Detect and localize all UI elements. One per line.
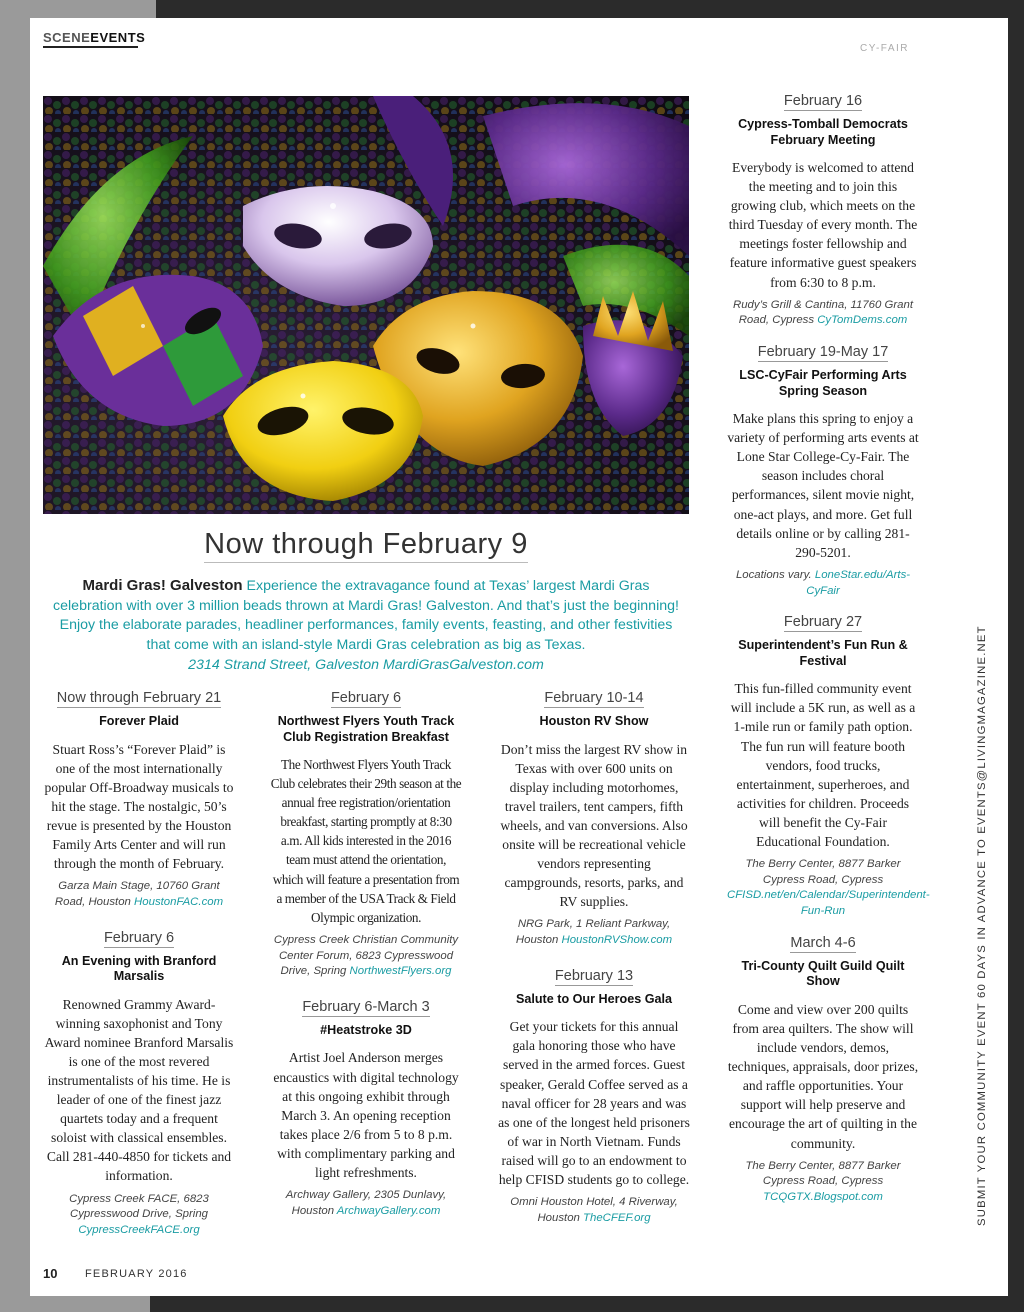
event-address: Cypress Creek Christian Community Center Forum, 6823 Cypresswood Drive, Spring xyxy=(273,933,459,978)
event-card xyxy=(43,929,235,1239)
event-title: LSC-CyFair Performing Arts Spring Season xyxy=(739,368,907,398)
feature-date xyxy=(43,528,689,561)
event-website-link[interactable]: TCQGTX.Blogspot.com xyxy=(763,1191,883,1204)
event-website-link[interactable]: TheCFEF.org xyxy=(583,1211,651,1224)
feature-date-text: Now through February 9 xyxy=(204,528,528,563)
event-location xyxy=(727,568,919,599)
frame-bottom-left-stripe xyxy=(0,1296,150,1312)
event-address: Rudy’s Grill & Cantina, 11760 Grant Road, Cypress xyxy=(732,298,914,327)
event-title: Tri-County Quilt Guild Quilt Show xyxy=(741,958,905,989)
feature-address: 2314 Strand Street, Galveston MardiGrasGalveston.com xyxy=(188,656,544,673)
event-card xyxy=(43,689,235,911)
event-card xyxy=(727,92,919,329)
event-card xyxy=(727,934,919,1206)
event-location xyxy=(727,298,919,329)
issue-date: FEBRUARY 2016 xyxy=(85,1268,188,1280)
section-label-underline xyxy=(43,46,138,48)
event-location xyxy=(43,879,235,910)
event-description: Make plans this spring to enjoy a variety of performing arts events at Lone Star College-Cy-Fair. The season includes choral performances, silent movie night, one-act plays, and more. Get full details online or by calling 281-290-5201. xyxy=(727,411,919,560)
event-address: The Berry Center, 8877 Barker Cypress Road, Cypress xyxy=(745,858,901,886)
section-label xyxy=(43,30,145,45)
event-title: An Evening with Branford Marsalis xyxy=(61,953,217,984)
event-description: Everybody is welcomed to attend the meeting and to join this growing club, which meets on the third Tuesday of every month. The meetings foster fellowship and feature informative guest speakers from 6:30 to 8 p.m. xyxy=(728,160,918,290)
event-location xyxy=(270,1188,462,1219)
event-location xyxy=(727,857,930,920)
event-card xyxy=(498,689,690,949)
feature-event xyxy=(50,576,682,676)
event-location xyxy=(43,1192,235,1239)
event-website-link[interactable]: CFISD.net/en/Calendar/Superintendent-Fun-Run xyxy=(727,889,930,918)
event-title: #Heatstroke 3D xyxy=(320,1022,412,1037)
event-address: Garza Main Stage, 10760 Grant Road, Houston xyxy=(54,880,220,908)
event-date: February 19-May 17 xyxy=(757,344,889,361)
frame-top-right-stripe xyxy=(156,0,1024,18)
event-description: Renowned Grammy Award-winning saxophonist and Tony Award nominee Branford Marsalis is one of the most revered instrumentalists of his time. He is leader of one of the finest jazz quartets today and a frequent soloist with classical ensembles. Call 281-440-4850 for tickets and information. xyxy=(44,996,234,1184)
frame-left-stripe xyxy=(0,0,30,1312)
event-website-link[interactable]: NorthwestFlyers.org xyxy=(349,965,452,978)
event-website-link[interactable]: CyTomDems.com xyxy=(817,314,908,327)
event-date: February 13 xyxy=(554,967,634,984)
event-location xyxy=(498,1195,690,1226)
event-description: Come and view over 200 quilts from area quilters. The show will include vendors, demos, techniques, appraisals, door prizes, and raffle opportunities. Your support will help preserve and encourage the art of quilting in the community. xyxy=(727,1001,919,1151)
event-title: Superintendent’s Fun Run & Festival xyxy=(738,638,908,668)
event-website-link[interactable]: ArchwayGallery.com xyxy=(336,1204,441,1217)
frame-bottom-right-stripe xyxy=(150,1296,1024,1312)
section-label-part1: SCENE xyxy=(43,30,91,45)
event-description: This fun-filled community event will include a 5K run, as well as a 1-mile run or family path option. The fun run will feature booth vendors, food trucks, entertainment, superheroes, and activities for children. Proceeds will benefit the Cy-Fair Educational Foundation. xyxy=(730,681,916,849)
events-column-2 xyxy=(270,689,462,1238)
event-address: The Berry Center, 8877 Barker Cypress Road, Cypress xyxy=(745,1159,901,1188)
event-date: February 6-March 3 xyxy=(302,998,430,1015)
event-title: Forever Plaid xyxy=(99,714,179,728)
masks-illustration xyxy=(43,96,689,514)
event-date: February 16 xyxy=(783,93,863,109)
feature-title: Mardi Gras! Galveston xyxy=(82,577,243,594)
event-card xyxy=(270,998,462,1220)
event-description: Get your tickets for this annual gala honoring those who have served in the armed forces. Guest speaker, Gerald Coffee served as a naval officer for 28 years and was as one of the longest held prisoners of war in North Vietnam. Funds raised will go to an endowment to help CFISD students go to college. xyxy=(498,1019,690,1187)
event-date: February 6 xyxy=(330,690,402,706)
region-label: CY-FAIR xyxy=(860,43,910,54)
events-column-1 xyxy=(43,689,235,1257)
event-description: The Northwest Flyers Youth Track Club celebrates their 29th season at the annual free registration/orientation breakfast, starting promptly at 8:30 a.m. All kids interested in the 2016 team must attend the orientation, which will feature a presentation from a member of the USA Track & Field Olympic organization. xyxy=(270,757,462,925)
event-card xyxy=(727,613,930,920)
event-date: March 4-6 xyxy=(790,934,856,951)
event-card xyxy=(270,689,462,980)
frame-top-left-stripe xyxy=(0,0,156,18)
submission-note: SUBMIT YOUR COMMUNITY EVENT 60 DAYS IN ADVANCE TO EVENTS@LIVINGMAGAZINE.NET xyxy=(976,625,988,1226)
event-date: Now through February 21 xyxy=(56,690,222,706)
event-website-link[interactable]: CypressCreekFACE.org xyxy=(78,1223,200,1236)
event-title: Cypress-Tomball Democrats February Meeting xyxy=(738,117,908,147)
event-address: Archway Gallery, 2305 Dunlavy, Houston xyxy=(285,1189,447,1217)
event-website-link[interactable]: HoustonFAC.com xyxy=(134,895,224,908)
event-location xyxy=(270,933,462,980)
feature-description: Experience the extravagance found at Texas’ largest Mardi Gras celebration with over 3 million beads thrown at Mardi Gras! Galveston. And that’s just the beginning! Enjoy the elaborate parades, headliner performances, family events, feasting, and other festivities that come with an island-style Mardi Gras celebration as big as Texas. xyxy=(53,578,679,654)
event-location xyxy=(498,917,690,948)
event-card xyxy=(727,343,919,599)
hero-photo-mardi-gras-masks xyxy=(43,96,689,514)
event-description: Artist Joel Anderson merges encaustics with digital technology at this ongoing exhibit through March 3. An opening reception takes place 2/6 from 5 to 8 p.m. with complimentary parking and light refreshments. xyxy=(273,1050,459,1181)
event-description: Don’t miss the largest RV show in Texas with over 600 units on display including motorhomes, travel trailers, tent campers, fifth wheels, and van conversions. Also onsite will be recreational vehicle vendors representing campgrounds, resorts, parks, and RV supplies. xyxy=(500,741,688,910)
frame-right-stripe xyxy=(1008,0,1024,1312)
event-date: February 27 xyxy=(783,614,863,631)
event-date: February 10-14 xyxy=(544,690,644,706)
event-description: Stuart Ross’s “Forever Plaid” is one of the most internationally popular Off-Broadway musicals to hit the stage. The nostalgic, 50’s revue is presented by the Houston Family Arts Center and will run through the month of February. xyxy=(44,741,234,872)
event-address: Locations vary. xyxy=(735,568,815,581)
event-title: Houston RV Show xyxy=(539,714,649,728)
event-location xyxy=(727,1159,919,1206)
event-address: Cypress Creek FACE, 6823 Cypresswood Drive, Spring xyxy=(69,1192,209,1221)
events-column-4 xyxy=(727,92,930,1224)
event-address: Omni Houston Hotel, 4 Riverway, Houston xyxy=(510,1196,678,1224)
event-date: February 6 xyxy=(103,929,175,946)
event-website-link[interactable]: HoustonRVShow.com xyxy=(561,934,673,947)
event-title: Salute to Our Heroes Gala xyxy=(515,991,673,1006)
events-column-3 xyxy=(498,689,690,1245)
page-number: 10 xyxy=(43,1266,58,1281)
event-card xyxy=(498,967,690,1227)
event-address: NRG Park, 1 Reliant Parkway, Houston xyxy=(515,918,671,947)
event-title: Northwest Flyers Youth Track Club Registration Breakfast xyxy=(277,714,455,744)
event-website-link[interactable]: LoneStar.edu/Arts-CyFair xyxy=(806,568,911,597)
section-label-part2: EVENTS xyxy=(90,30,146,45)
